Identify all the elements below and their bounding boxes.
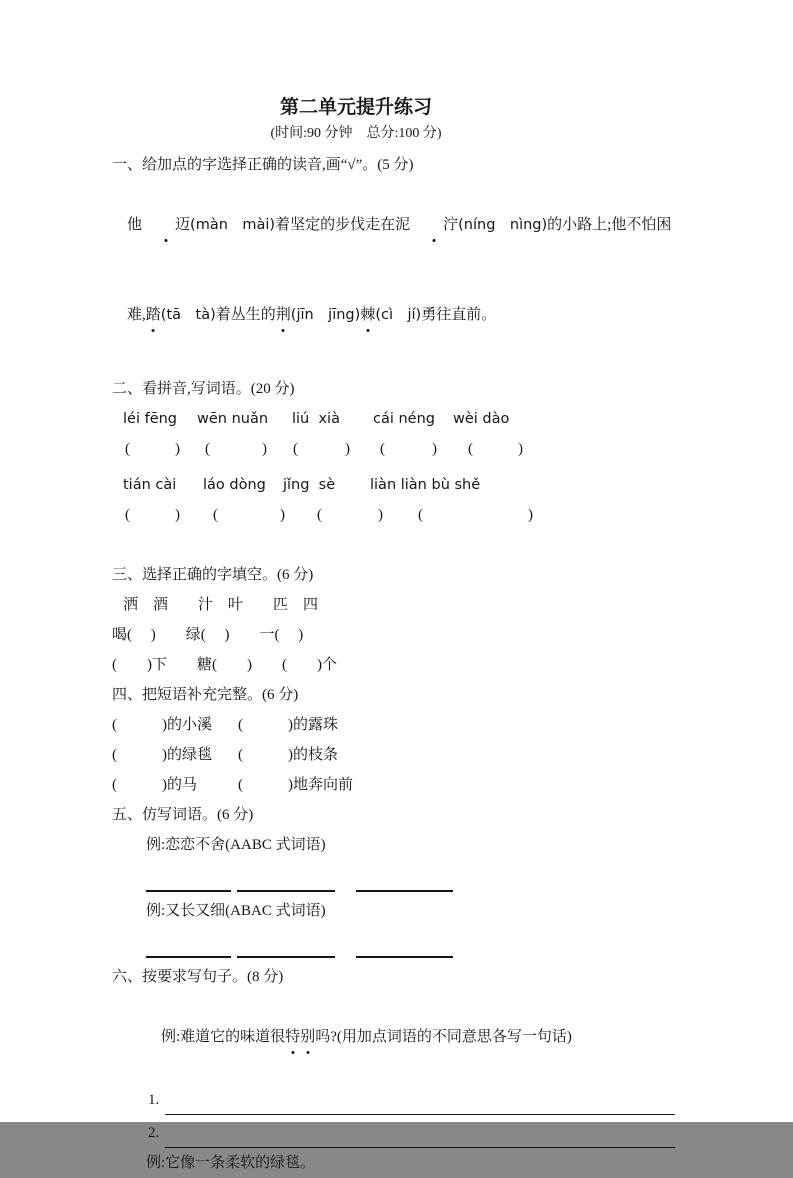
passage-text: 勇往直前。: [421, 307, 497, 323]
answer-line-1: [148, 1082, 675, 1115]
section-1-passage-line-1: [112, 180, 793, 270]
dotted-char: 别: [300, 1022, 315, 1052]
phrase-row: [112, 740, 793, 770]
passage-text: 他: [127, 217, 143, 233]
pinyin-options: (tā tà): [160, 307, 216, 323]
section-4-heading: 四、把短语补充完整。(6 分): [112, 687, 299, 703]
answer-blank[interactable]: ( ): [125, 507, 180, 523]
answer-blank[interactable]: ( ): [293, 441, 350, 457]
blank-line-row: [0, 870, 793, 896]
answer-underline[interactable]: [356, 956, 453, 958]
example-text: 吗?(用加点词语的不同意思各写一句话): [315, 1029, 572, 1045]
answer-blank[interactable]: ( ): [380, 441, 437, 457]
example-abac: 例:又长又细(ABAC 式词语): [146, 903, 326, 919]
passage-text: 难,: [127, 307, 146, 323]
dotted-char: 泞: [410, 210, 458, 240]
dotted-char: 迈: [142, 210, 190, 240]
answer-underline[interactable]: [165, 1088, 675, 1115]
passage-text: 着坚定的步伐走在泥: [275, 217, 411, 233]
section-2-heading: 二、看拼音,写词语。(20 分): [112, 381, 295, 397]
pinyin-options: (níng nìng): [458, 217, 548, 233]
answer-underline[interactable]: [356, 890, 453, 892]
phrase-row: [112, 770, 793, 800]
pinyin-word: wèi dào: [453, 411, 510, 427]
answer-blank[interactable]: ( ): [125, 441, 180, 457]
answer-blank[interactable]: ( ): [213, 507, 285, 523]
answer-blank[interactable]: ( ): [317, 507, 383, 523]
passage-text: 的小路上;他不怕困: [547, 217, 672, 233]
fill-row-1[interactable]: 喝( ) 绿( ) 一( ): [112, 627, 304, 643]
phrase-row: [112, 710, 793, 740]
answer-paren-row-1: [0, 434, 793, 464]
dotted-char: 特: [285, 1022, 300, 1052]
item-number: 1.: [148, 1092, 160, 1108]
example-sentence-2: 例:它像一条柔软的绿毯。: [146, 1155, 316, 1171]
example-text: 例:难道它的味道很: [161, 1029, 286, 1045]
phrase-blank[interactable]: ( )的马: [112, 777, 197, 793]
answer-underline[interactable]: [146, 890, 231, 892]
pinyin-word: jǐng sè: [283, 477, 336, 493]
answer-underline[interactable]: [165, 1121, 675, 1148]
blank-line-row: [0, 936, 793, 962]
page-title: 第二单元提升练习: [279, 97, 432, 118]
phrase-blank[interactable]: ( )地奔向前: [238, 777, 353, 793]
pinyin-options: (jīn jīng): [290, 307, 361, 323]
phrase-blank[interactable]: ( )的小溪: [112, 717, 212, 733]
section-1-passage-line-2: [112, 270, 793, 360]
pinyin-options: (cì jí): [375, 307, 422, 323]
pinyin-word: léi fēng: [123, 411, 178, 427]
passage-text: 着丛生的: [215, 307, 276, 323]
answer-line-2: [148, 1115, 675, 1148]
section-6-heading: 六、按要求写句子。(8 分): [112, 969, 284, 985]
item-number: 2.: [148, 1125, 160, 1141]
answer-underline[interactable]: [237, 890, 335, 892]
answer-blank[interactable]: ( ): [468, 441, 523, 457]
example-aabc: 例:恋恋不舍(AABC 式词语): [146, 837, 326, 853]
dotted-char: 踏: [146, 300, 161, 330]
pinyin-word: tián cài: [123, 477, 177, 493]
answer-blank[interactable]: ( ): [418, 507, 533, 523]
pinyin-word: wēn nuǎn: [197, 411, 269, 427]
pinyin-row-2: [0, 470, 793, 500]
dotted-char: 棘: [360, 300, 375, 330]
pinyin-row-1: [0, 404, 793, 434]
dotted-char: 荆: [276, 300, 291, 330]
character-options-row: 洒 酒 汁 叶 匹 四: [123, 597, 319, 613]
pinyin-options: (màn mài): [190, 217, 276, 233]
section-1-heading: 一、给加点的字选择正确的读音,画“√”。(5 分): [112, 157, 414, 173]
answer-blank[interactable]: ( ): [205, 441, 267, 457]
section-3-heading: 三、选择正确的字填空。(6 分): [112, 567, 314, 583]
answer-underline[interactable]: [237, 956, 335, 958]
pinyin-word: cái néng: [373, 411, 436, 427]
pinyin-word: láo dòng: [203, 477, 266, 493]
example-sentence-1: [146, 992, 793, 1082]
answer-paren-row-2: [0, 500, 793, 530]
answer-underline[interactable]: [146, 956, 231, 958]
phrase-blank[interactable]: ( )的绿毯: [112, 747, 212, 763]
pinyin-word: liú xià: [292, 411, 340, 427]
section-5-heading: 五、仿写词语。(6 分): [112, 807, 254, 823]
pinyin-word: liàn liàn bù shě: [370, 477, 481, 493]
phrase-blank[interactable]: ( )的露珠: [238, 717, 338, 733]
fill-row-2[interactable]: ( )下 糖( ) ( )个: [112, 657, 337, 673]
exam-meta: (时间:90 分钟 总分:100 分): [270, 126, 442, 141]
phrase-blank[interactable]: ( )的枝条: [238, 747, 338, 763]
